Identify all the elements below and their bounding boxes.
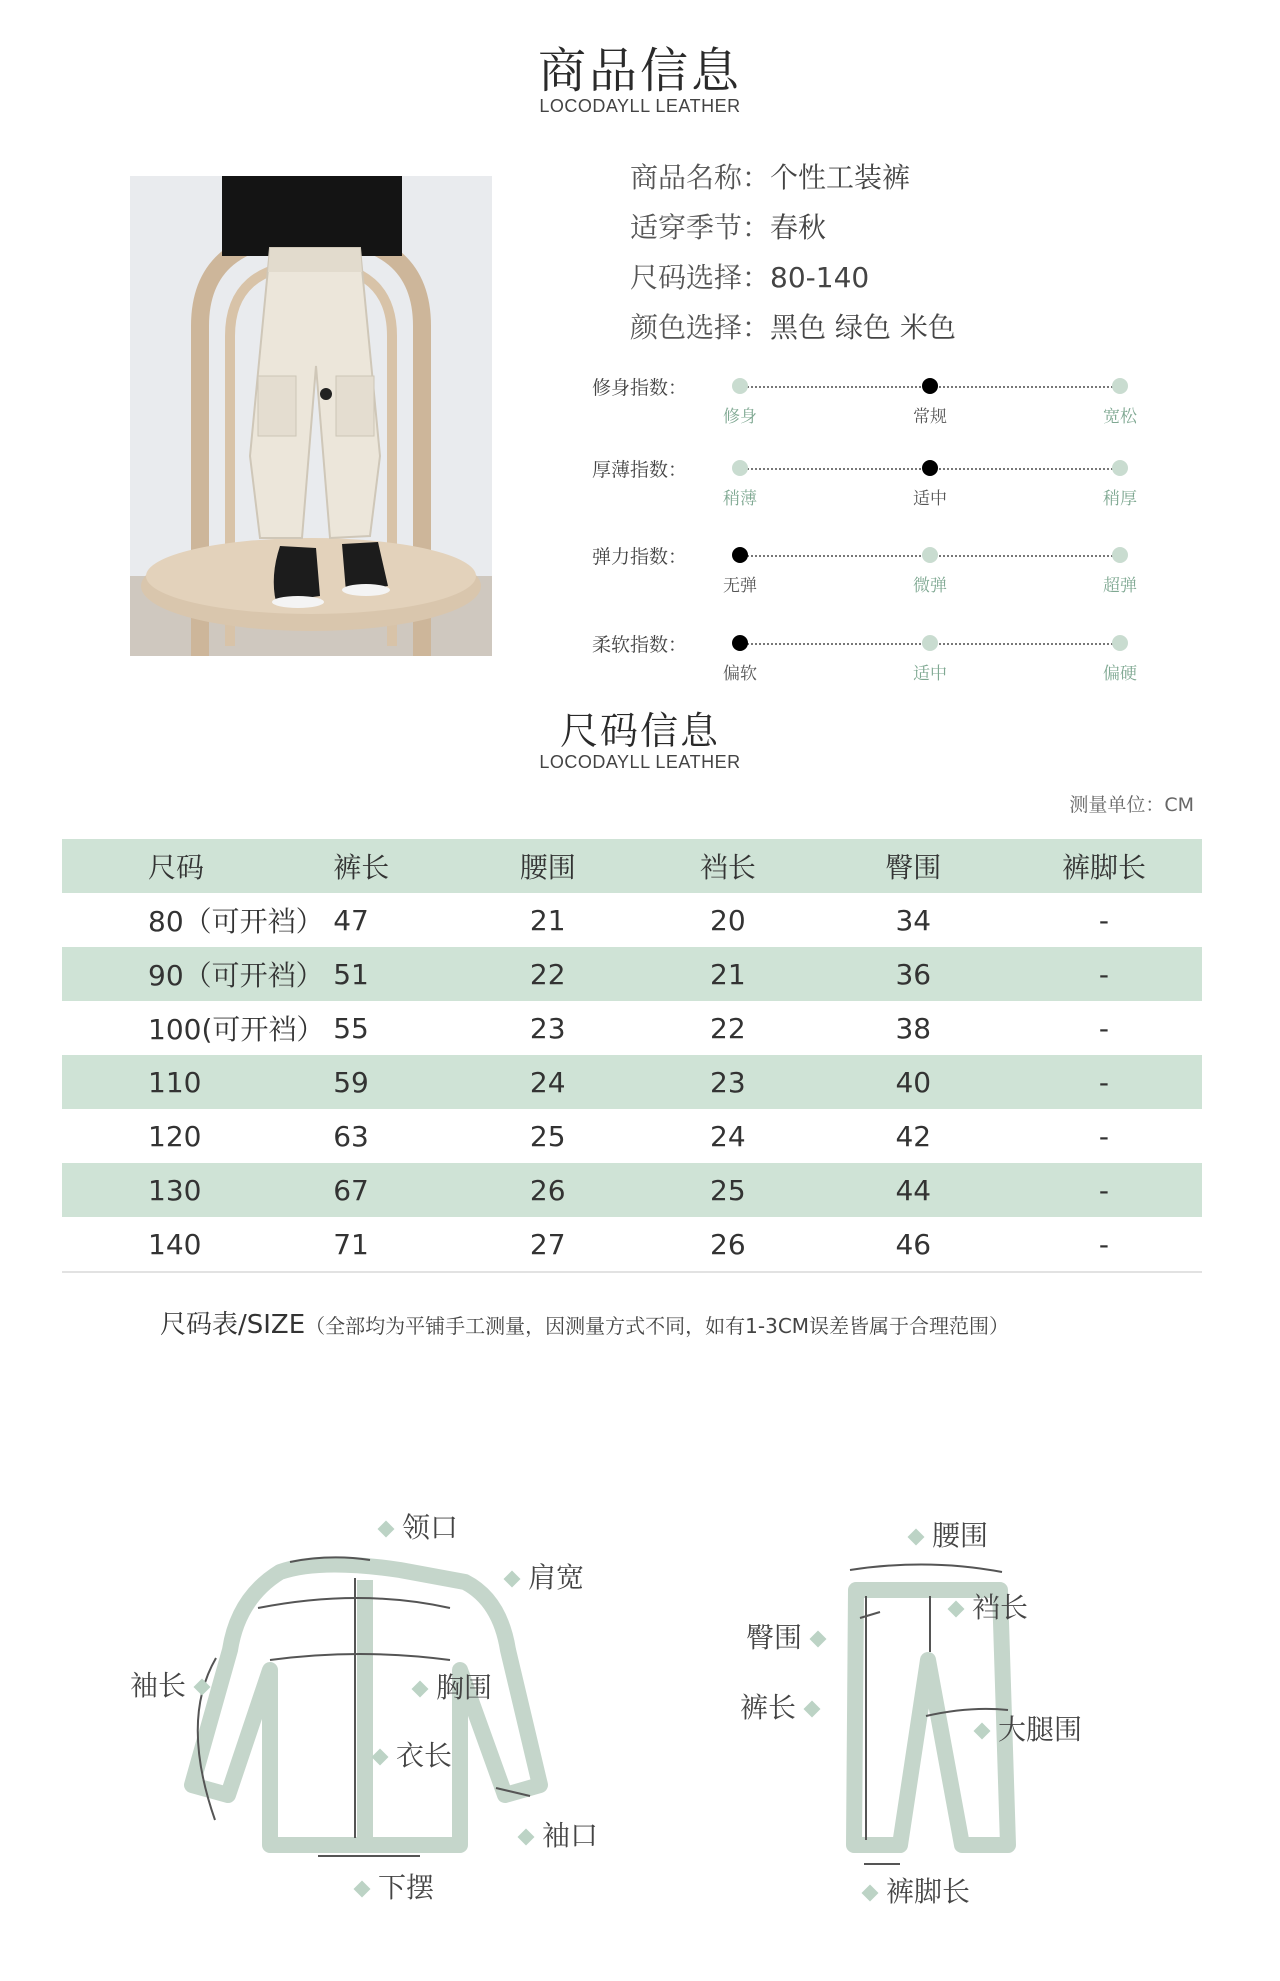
- table-cell: 90（可开裆）: [148, 959, 324, 992]
- pants-thigh-text: 大腿围: [998, 1713, 1083, 1746]
- table-cell: 36: [895, 957, 932, 991]
- diamond-icon: [194, 1679, 211, 1696]
- diamond-icon: [372, 1749, 389, 1766]
- table-cell: 100(可开裆）: [148, 1013, 325, 1046]
- info-size-value: 80-140: [770, 261, 870, 294]
- section-title-size-info: 尺码信息: [559, 709, 720, 753]
- table-cell: 23: [529, 1011, 566, 1045]
- table-cell: 110: [148, 1065, 202, 1099]
- index-dot-selected: [732, 547, 748, 563]
- info-season-label: 适穿季节：: [630, 211, 771, 244]
- table-cell: 40: [895, 1065, 932, 1099]
- diamond-icon: [504, 1571, 521, 1588]
- jacket-label-chest: [404, 1666, 492, 1706]
- index-label: 柔软指数：: [592, 634, 688, 656]
- table-cell: 130: [148, 1173, 202, 1207]
- pants-leg-opening-text: 裤脚长: [886, 1875, 971, 1908]
- jacket-collar-text: 领口: [402, 1511, 459, 1544]
- section-title-product-info: 商品信息: [537, 43, 742, 99]
- th-waist: 腰围: [519, 851, 576, 884]
- table-cell: 26: [635, 1217, 820, 1272]
- index-dot: [1112, 547, 1128, 563]
- index-option: 适中: [913, 489, 947, 509]
- table-row: [62, 1055, 1202, 1109]
- pants-label-thigh: [966, 1708, 1082, 1748]
- diamond-icon: [908, 1529, 925, 1546]
- table-cell: 55: [333, 1011, 369, 1045]
- pants-label-rise: [940, 1586, 1028, 1626]
- table-cell: 25: [710, 1173, 746, 1207]
- index-dot-selected: [922, 460, 938, 476]
- table-cell: 140: [62, 1217, 333, 1272]
- table-cell: 22: [710, 1011, 746, 1045]
- table-cell: 51: [333, 957, 369, 991]
- table-cell: 71: [333, 1217, 460, 1272]
- product-photo: [130, 176, 492, 656]
- diamond-icon: [810, 1631, 827, 1648]
- pants-rise-text: 裆长: [972, 1591, 1029, 1624]
- table-cell: 23: [710, 1065, 746, 1099]
- table-cell: -: [1098, 957, 1110, 991]
- table-cell: 24: [710, 1119, 746, 1153]
- table-cell: 26: [529, 1173, 566, 1207]
- table-cell: 20: [710, 903, 746, 937]
- table-cell: 27: [460, 1217, 635, 1272]
- table-row: [62, 1163, 1202, 1217]
- diamond-icon: [948, 1601, 965, 1618]
- index-dot: [922, 635, 938, 651]
- index-label: 厚薄指数：: [592, 459, 688, 481]
- info-color-value: 黑色 绿色 米色: [770, 311, 956, 344]
- table-cell: 38: [895, 1011, 932, 1045]
- index-dot: [1112, 378, 1128, 394]
- table-cell: 47: [333, 903, 369, 937]
- jacket-shoulder-text: 肩宽: [528, 1561, 585, 1594]
- table-row: [62, 947, 1202, 1001]
- index-option: 偏硬: [1103, 664, 1137, 684]
- jacket-label-collar: [370, 1506, 458, 1546]
- table-cell: 21: [710, 957, 746, 991]
- size-table: [62, 839, 1202, 1273]
- pants-diagram: [730, 1500, 1130, 1920]
- th-size: 尺码: [148, 851, 205, 884]
- table-row: [62, 1217, 1202, 1272]
- diamond-icon: [804, 1701, 821, 1718]
- table-cell: -: [1098, 1119, 1110, 1153]
- table-cell: 34: [895, 903, 932, 937]
- table-cell: 24: [529, 1065, 566, 1099]
- table-cell: 25: [529, 1119, 566, 1153]
- diamond-icon: [354, 1881, 371, 1898]
- pants-label-leg-opening: [854, 1870, 970, 1910]
- table-cell: -: [1098, 1065, 1110, 1099]
- pants-hip-text: 臀围: [746, 1621, 803, 1654]
- jacket-cuff-text: 袖口: [542, 1819, 599, 1852]
- diamond-icon: [412, 1681, 429, 1698]
- info-color-label: 颜色选择：: [630, 311, 771, 344]
- jacket-label-sleeve: [130, 1664, 218, 1704]
- index-option: 常规: [913, 407, 947, 427]
- jacket-length-text: 衣长: [396, 1739, 453, 1772]
- size-note-main: 尺码表/SIZE: [160, 1310, 306, 1340]
- table-cell: -: [1098, 903, 1110, 937]
- index-option: 微弹: [913, 576, 947, 596]
- diamond-icon: [862, 1885, 879, 1902]
- index-label: 弹力指数：: [592, 546, 688, 568]
- info-row-name: [630, 156, 910, 196]
- table-header-row: [62, 839, 1202, 893]
- index-dot: [732, 378, 748, 394]
- jacket-sleeve-text: 袖长: [130, 1669, 187, 1702]
- index-dot-selected: [922, 378, 938, 394]
- info-row-season: [630, 206, 826, 246]
- table-cell: 21: [529, 903, 566, 937]
- index-dot: [1112, 460, 1128, 476]
- index-dot: [732, 460, 748, 476]
- table-cell: 42: [895, 1119, 932, 1153]
- table-cell: 46: [821, 1217, 1006, 1272]
- table-row: [62, 1109, 1202, 1163]
- jacket-label-hem: [346, 1866, 434, 1906]
- table-cell: 67: [333, 1173, 369, 1207]
- jacket-chest-text: 胸围: [436, 1671, 493, 1704]
- pants-label-waist: [900, 1514, 988, 1554]
- pants-waist-text: 腰围: [932, 1519, 989, 1552]
- pants-label-length: [740, 1686, 828, 1726]
- index-option: 修身: [723, 407, 757, 427]
- diamond-icon: [518, 1829, 535, 1846]
- index-label: 修身指数：: [592, 377, 688, 399]
- pants-label-hip: [746, 1616, 834, 1656]
- th-pants-length: 裤长: [333, 851, 390, 884]
- index-option: 稍厚: [1103, 489, 1137, 509]
- index-option: 稍薄: [723, 489, 757, 509]
- pants-length-text: 裤长: [740, 1691, 797, 1724]
- table-cell: 120: [148, 1119, 202, 1153]
- th-hip: 臀围: [885, 851, 942, 884]
- index-dot-selected: [732, 635, 748, 651]
- index-option: 超弹: [1103, 576, 1137, 596]
- jacket-label-length: [364, 1734, 452, 1774]
- info-row-color: [630, 306, 956, 346]
- table-cell: -: [1098, 1173, 1110, 1207]
- index-option: 宽松: [1103, 407, 1137, 427]
- info-row-size: [630, 256, 869, 296]
- info-name-label: 商品名称：: [630, 161, 771, 194]
- table-cell: 63: [333, 1119, 369, 1153]
- th-rise: 裆长: [699, 851, 756, 884]
- index-option: 适中: [913, 664, 947, 684]
- section-subtitle-brand-2: LOCODAYLL LEATHER: [539, 752, 741, 772]
- index-dot: [1112, 635, 1128, 651]
- measure-unit: 测量单位：CM: [1069, 794, 1194, 816]
- table-cell: 80（可开裆）: [148, 905, 324, 938]
- table-cell: -: [1098, 1011, 1110, 1045]
- info-name-value: 个性工装裤: [770, 161, 911, 194]
- jacket-hem-text: 下摆: [378, 1871, 435, 1904]
- index-option: 无弹: [723, 576, 757, 596]
- index-option: 偏软: [723, 664, 757, 684]
- table-row: [62, 1001, 1202, 1055]
- index-dot: [922, 547, 938, 563]
- table-cell: 59: [333, 1065, 369, 1099]
- jacket-label-cuff: [510, 1814, 598, 1854]
- table-row: [62, 893, 1202, 947]
- size-note: [160, 1304, 1009, 1341]
- table-cell: 22: [529, 957, 566, 991]
- jacket-diagram: [120, 1500, 599, 1920]
- diamond-icon: [974, 1723, 991, 1740]
- table-cell: 44: [895, 1173, 932, 1207]
- size-note-detail: （全部均为平铺手工测量，因测量方式不同，如有1-3CM误差皆属于合理范围）: [305, 1314, 1010, 1338]
- table-cell: -: [1006, 1217, 1202, 1272]
- section-subtitle-brand: LOCODAYLL LEATHER: [539, 96, 741, 116]
- diamond-icon: [378, 1521, 395, 1538]
- info-size-label: 尺码选择：: [630, 261, 771, 294]
- jacket-label-shoulder: [496, 1556, 584, 1596]
- info-season-value: 春秋: [770, 211, 827, 244]
- th-leg-opening: 裤脚长: [1061, 851, 1146, 884]
